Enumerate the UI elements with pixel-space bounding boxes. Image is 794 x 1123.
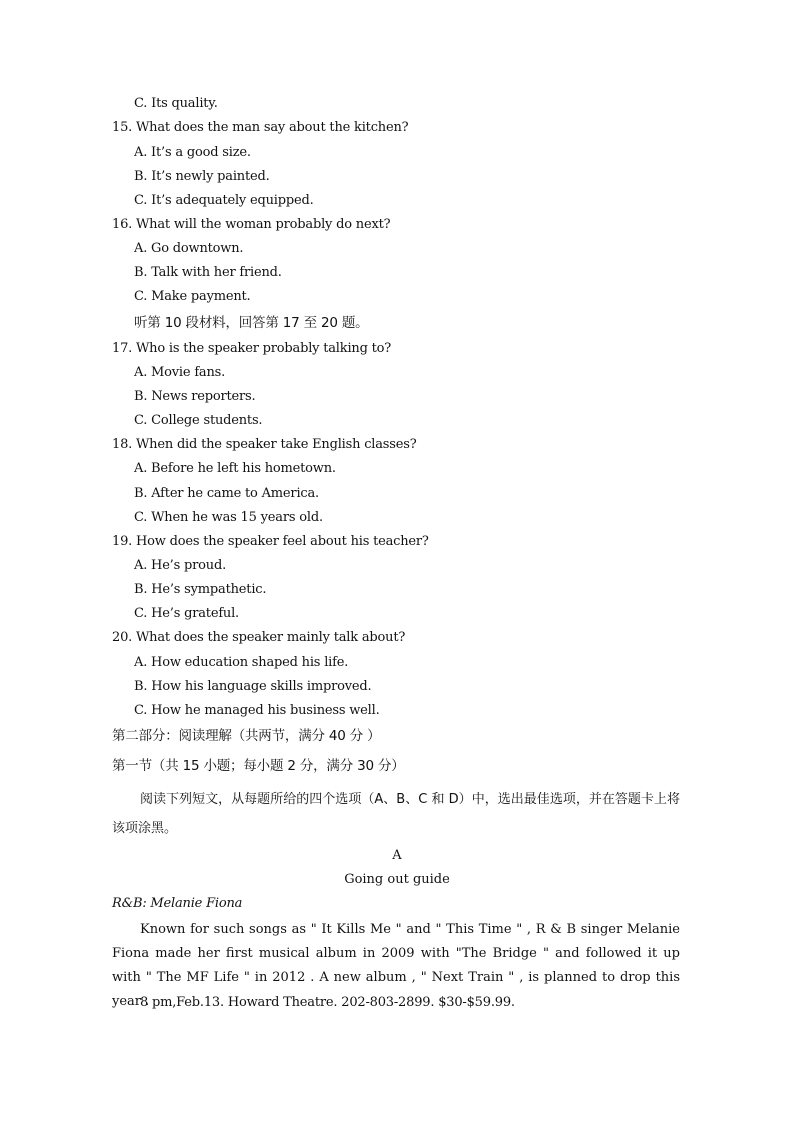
- option-18c: C. When he was 15 years old.: [134, 510, 323, 525]
- question-17: 17. Who is the speaker probably talking to?: [112, 341, 392, 356]
- option-19c: C. He’s grateful.: [134, 606, 239, 621]
- question-19: 19. How does the speaker feel about his teacher?: [112, 534, 429, 549]
- option-15c: C. It’s adequately equipped.: [134, 193, 314, 208]
- reading-instruction: 阅读下列短文，从每题所给的四个选项（A、B、C 和 D）中，选出最佳选项，并在答题卡上将该项涂黑。: [112, 792, 680, 836]
- question-20: 20. What does the speaker mainly talk about?: [112, 630, 406, 645]
- option-15b: B. It’s newly painted.: [134, 169, 270, 184]
- option-16b: B. Talk with her friend.: [134, 265, 282, 280]
- option-15a: A. It’s a good size.: [134, 145, 251, 160]
- option-18a: A. Before he left his hometown.: [134, 461, 336, 476]
- question-16: 16. What will the woman probably do next?: [112, 217, 391, 232]
- passage-letter: A: [392, 848, 402, 863]
- section1-heading: 第一节（共 15 小题；每小题 2 分，满分 30 分）: [112, 758, 405, 774]
- passage-title: Going out guide: [344, 872, 450, 887]
- question-18: 18. When did the speaker take English classes?: [112, 437, 417, 452]
- option-19a: A. He’s proud.: [134, 558, 227, 573]
- option-14c: C. Its quality.: [134, 96, 218, 111]
- passage-subhead: R&B: Melanie Fiona: [112, 896, 243, 911]
- passage-body: Known for such songs as " It Kills Me " and " This Time " , R & B singer Melanie Fiona made her first musical album in 2009 with "The Bridge " and followed it up with " The MF Life " in 2012 . A new album , " Next Train " , is planned to drop this year .: [112, 922, 680, 1009]
- option-17c: C. College students.: [134, 413, 263, 428]
- option-20a: A. How education shaped his life.: [134, 655, 349, 670]
- option-20c: C. How he managed his business well.: [134, 703, 380, 718]
- passage-event-details: 8 pm,Feb.13. Howard Theatre. 202-803-2899. $30-$59.99.: [140, 995, 515, 1010]
- option-19b: B. He’s sympathetic.: [134, 582, 267, 597]
- option-17a: A. Movie fans.: [134, 365, 226, 380]
- part2-heading: 第二部分：阅读理解（共两节，满分 40 分 ）: [112, 728, 381, 744]
- option-17b: B. News reporters.: [134, 389, 256, 404]
- option-16c: C. Make payment.: [134, 289, 251, 304]
- option-18b: B. After he came to America.: [134, 486, 319, 501]
- question-15: 15. What does the man say about the kitchen?: [112, 120, 409, 135]
- option-20b: B. How his language skills improved.: [134, 679, 372, 694]
- option-16a: A. Go downtown.: [134, 241, 244, 256]
- section10-instruction: 听第 10 段材料，回答第 17 至 20 题。: [134, 315, 369, 331]
